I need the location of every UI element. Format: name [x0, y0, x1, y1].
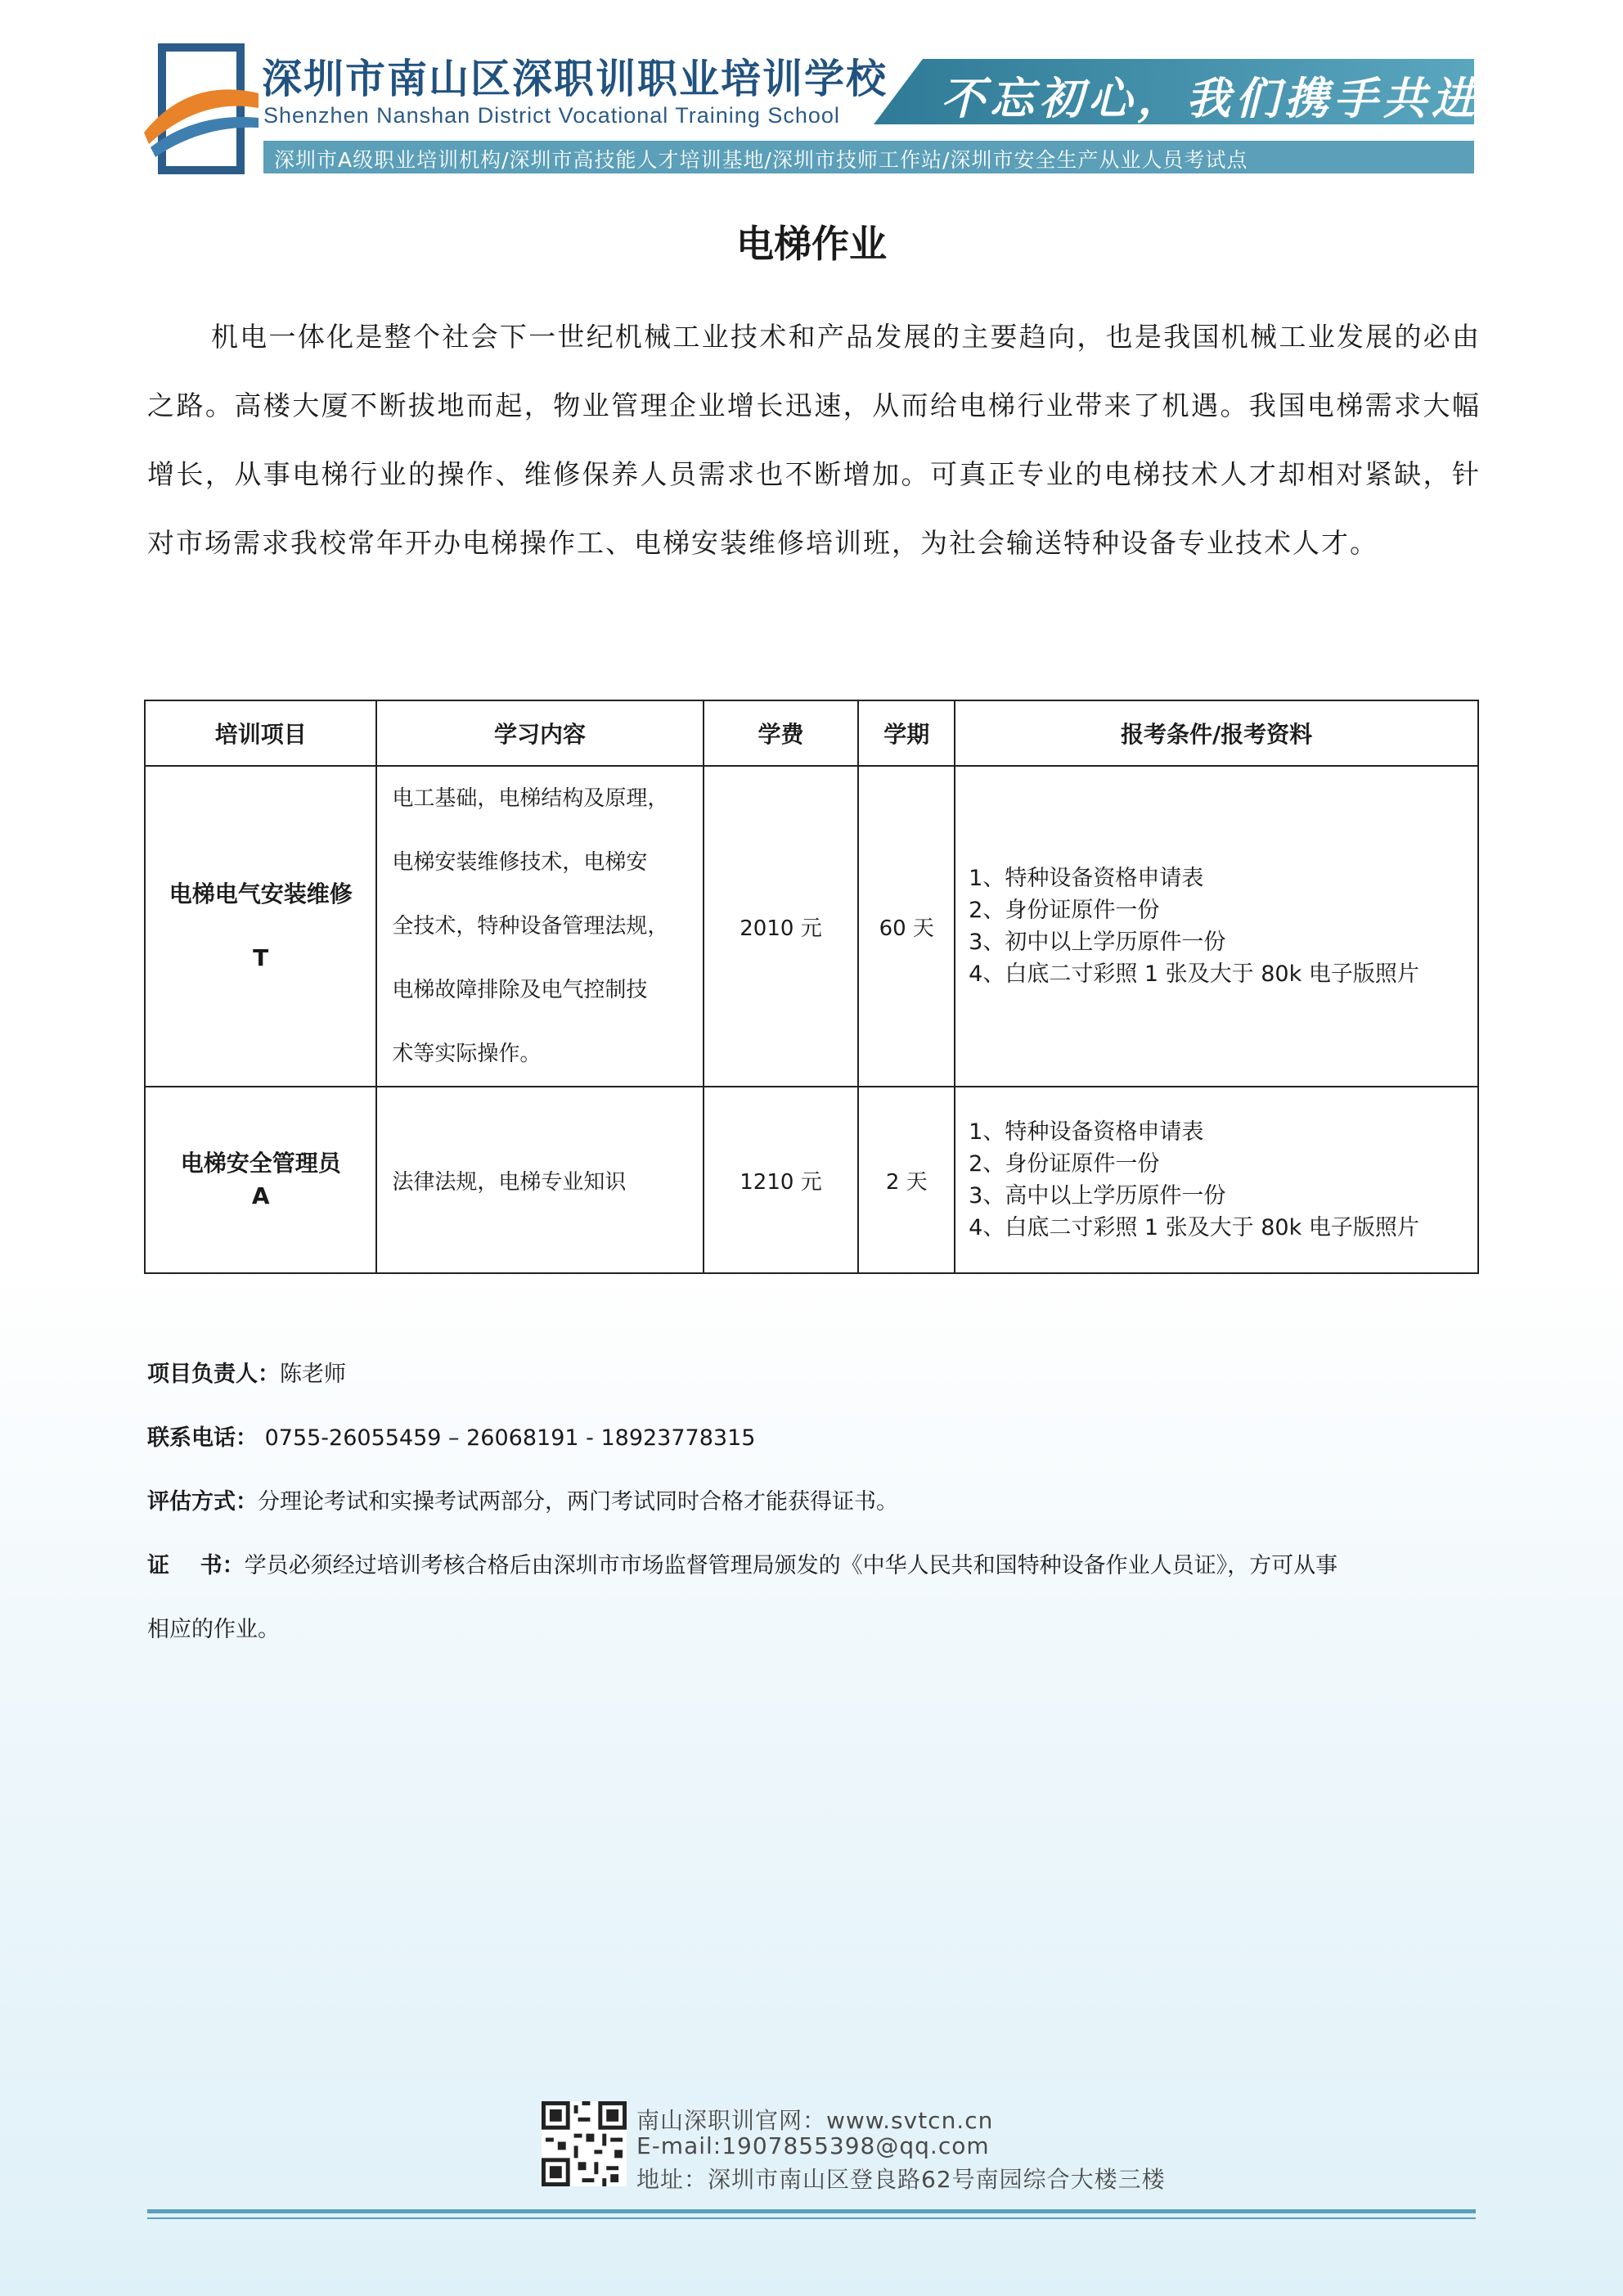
owner-line — [147, 1356, 346, 1388]
certificate-line-2: 相应的作业。 — [147, 1617, 280, 1642]
content-line: 电梯安装维修技术，电梯安 — [392, 850, 648, 875]
qr-code-icon — [542, 2101, 627, 2186]
term-cell: 60 天 — [858, 766, 955, 1087]
project-level: T — [253, 944, 269, 971]
project-name: 电梯电气安装维修 — [169, 880, 353, 907]
content-cell — [376, 1087, 703, 1273]
footer-divider — [147, 2209, 1476, 2213]
requirement-item: 2、身份证原件一份 — [969, 898, 1160, 923]
term-cell: 2 天 — [858, 1087, 955, 1273]
content-line: 电梯故障排除及电气控制技 — [392, 978, 648, 1002]
owner-value: 陈老师 — [280, 1362, 346, 1387]
requirement-item: 1、特种设备资格申请表 — [969, 1119, 1204, 1145]
header-content: 学习内容 — [376, 700, 703, 766]
footer-divider-thin — [147, 2217, 1476, 2219]
page-title: 电梯作业 — [736, 222, 887, 266]
requirement-item: 1、特种设备资格申请表 — [969, 866, 1204, 891]
slogan-text: 不忘初心，我们携手共进 — [941, 72, 1481, 124]
requirement-item: 2、身份证原件一份 — [969, 1151, 1160, 1177]
content-cell — [376, 766, 703, 1087]
school-name-en: Shenzhen Nanshan District Vocational Training School — [263, 103, 840, 128]
table-header-row — [145, 700, 1478, 766]
project-level: A — [251, 1182, 270, 1209]
certificate-label: 证 书： — [147, 1553, 245, 1578]
phone-value: 0755-26055459 – 26068191 - 18923778315 — [258, 1425, 756, 1451]
requirement-item: 3、初中以上学历原件一份 — [969, 930, 1226, 955]
certificate-line — [147, 1547, 1338, 1579]
project-name: 电梯安全管理员 — [180, 1150, 341, 1177]
intro-paragraph: 机电一体化是整个社会下一世纪机械工业技术和产品发展的主要趋向，也是我国机械工业发展的必由之路。高楼大厦不断拔地而起，物业管理企业增长迅速，从而给电梯行业带来了机遇。我国电梯需求大幅增长，从事电梯行业的操作、维修保养人员需求也不断增加。可真正专业的电梯技术人才却相对紧缺，针对市场需求我校常年开办电梯操作工、电梯安装维修培训班，为社会输送特种设备专业技术人才。 — [147, 321, 1481, 559]
phone-line — [147, 1420, 755, 1452]
footer-address: 地址：深圳市南山区登良路62号南园综合大楼三楼 — [636, 2166, 1166, 2193]
header-project: 培训项目 — [145, 700, 376, 766]
table-row — [145, 1087, 1478, 1273]
requirements-cell — [955, 1087, 1478, 1273]
content-line: 电工基础，电梯结构及原理， — [392, 786, 669, 811]
phone-label: 联系电话： — [147, 1425, 258, 1451]
assessment-value: 分理论考试和实操考试两部分，两门考试同时合格才能获得证书。 — [258, 1489, 898, 1515]
owner-label: 项目负责人： — [147, 1362, 280, 1387]
requirement-item: 4、白底二寸彩照 1 张及大于 80k 电子版照片 — [969, 1215, 1419, 1240]
fee-cell: 2010 元 — [704, 766, 859, 1087]
content-line: 全技术，特种设备管理法规， — [392, 914, 669, 939]
school-name-cn: 深圳市南山区深职训职业培训学校 — [262, 55, 888, 102]
fee-cell: 1210 元 — [704, 1087, 859, 1273]
tagline-text: 深圳市A级职业培训机构/深圳市高技能人才培训基地/深圳市技师工作站/深圳市安全生产从业人员考试点 — [274, 148, 1248, 172]
content-line: 法律法规，电梯专业知识 — [392, 1169, 627, 1195]
requirement-item: 4、白底二寸彩照 1 张及大于 80k 电子版照片 — [969, 961, 1419, 987]
header-term: 学期 — [858, 700, 955, 766]
project-cell — [145, 766, 376, 1087]
content-line: 术等实际操作。 — [392, 1042, 542, 1066]
requirements-cell — [955, 766, 1478, 1087]
footer-website: 南山深职训官网：www.svtcn.cn — [636, 2107, 994, 2134]
footer-email: E-mail:1907855398@qq.com — [636, 2132, 990, 2159]
project-cell — [145, 1087, 376, 1273]
course-table — [144, 700, 1479, 1274]
header-requirements: 报考条件/报考资料 — [955, 700, 1478, 766]
header-fee: 学费 — [704, 700, 859, 766]
table-row — [145, 766, 1478, 1087]
school-logo — [144, 43, 259, 182]
assessment-line — [147, 1483, 898, 1515]
requirement-item: 3、高中以上学历原件一份 — [969, 1183, 1226, 1209]
assessment-label: 评估方式： — [147, 1489, 258, 1515]
certificate-value: 学员必须经过培训考核合格后由深圳市市场监督管理局颁发的《中华人民共和国特种设备作业人员证》，方可从事 — [244, 1553, 1338, 1578]
